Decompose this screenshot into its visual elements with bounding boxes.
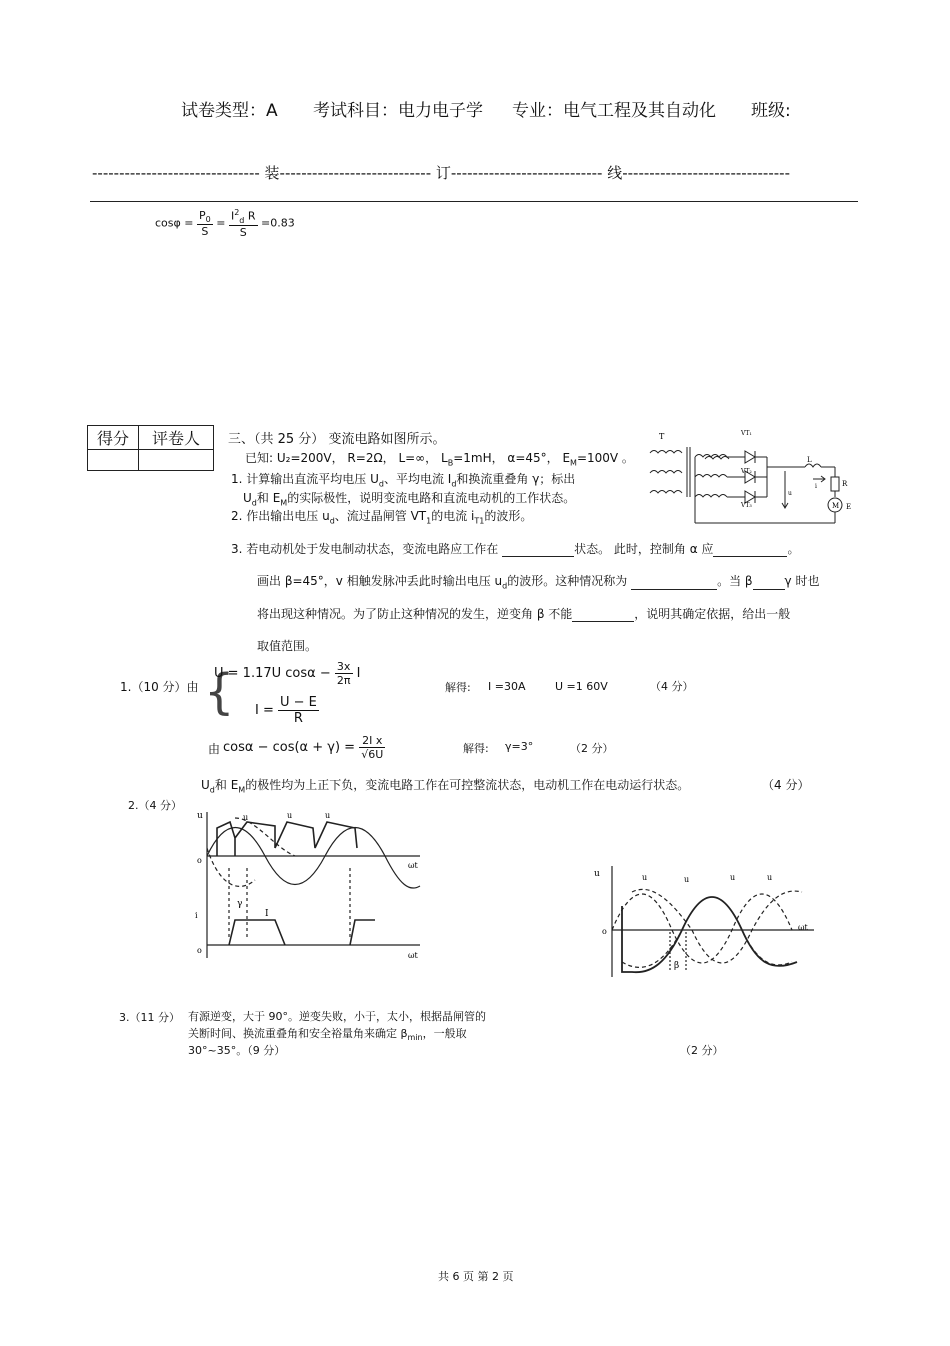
svg-text:ωt: ωt [408,951,418,960]
svg-text:o: o [602,927,607,936]
resistor-label: R [842,480,848,488]
answer3-line3: 30°~35°。（9 分） [188,1044,286,1057]
svg-text:u: u [642,873,648,882]
task-1: 1. 计算输出直流平均电压 $U_d$、平均电流 $I_d$和换流重叠角 γ；标出 [231,472,576,489]
answer2-label: 2.（4 分） [128,799,182,812]
task-3: 3. 若电动机处于发电制动状态，变流电路应工作在 状态。 此时，控制角 α 应 。 [231,542,800,556]
known-values: 已知: U₂=200V， R=2Ω， L=∞， $L_B=1mH$， α=45°， $E_M=100V$ 。 [245,451,634,468]
answer3-line2: 关断时间、换流重叠角和安全裕量角来确定 $\beta_{min}$，一般取 [188,1027,467,1043]
task-3-line2: 画出 β=45°，v 相触发脉冲丢此时输出电压 $u_d$的波形。这种情况称为 。当 β γ 时也 [257,574,820,591]
svg-text:i: i [195,911,198,920]
svg-text:I: I [265,909,269,919]
transformer-label: T [659,432,665,441]
id-equation: I = $\frac{U - E}{R}$ [255,695,317,726]
class-label: 班级: [751,101,791,121]
score-table [87,425,214,471]
ud-equation: U = 1.17U cosα − $\frac{3x}{2\pi}$ I [214,660,361,687]
answer-blank-2[interactable] [713,556,787,557]
ud-it1-waveform [195,808,425,963]
motor-label: M [832,502,840,510]
divider [90,201,858,202]
result-id: I =30A [488,680,526,693]
inversion-failure-waveform [592,862,817,980]
task-3-line4: 取值范围。 [257,639,318,653]
binding-line: ------------------------------- 装---------------------------- 订---------------------------- 线------------------------------- [92,164,790,182]
question-title: 三、（共 25 分） 变流电路如图所示。 [228,432,446,447]
grader-cell[interactable] [139,450,214,471]
page-footer: 共 6 页 第 2 页 [438,1270,514,1283]
svg-text:u: u [594,869,600,879]
score-header: 得分 [88,426,139,450]
svg-text:o: o [197,946,202,955]
major: 专业：电气工程及其自动化 [512,101,716,121]
vt2-label: VT₂ [741,468,752,475]
result2-label: 解得: [463,742,489,755]
svg-text:u: u [730,873,736,882]
converter-circuit-diagram [645,425,871,529]
score-3: （4 分） [762,778,810,792]
grader-header: 评卷人 [139,426,214,450]
polarity-statement: $U_d$和 $E_M$的极性均为上正下负，变流电路工作在可控整流状态，电动机工作在电动运行状态。 [201,778,690,795]
power-factor-formula: cosφ = $\frac{P_0}{S}$ = $\frac{I^2_d R}{S}$ =0.83 [155,208,295,239]
exam-subject: 考试科目：电力电子学 [313,101,483,121]
svg-text:γ: γ [237,899,243,909]
score-2: （2 分） [570,742,614,755]
answer1-label: 1.（10 分）由 [120,680,199,694]
overlap-equation: cosα − cos(α + γ) = $\frac{\text{2I x}}{√6U}$ [223,734,384,761]
paper-type: 试卷类型：A [181,101,278,121]
svg-text:u: u [243,813,249,822]
you-label: 由 [208,742,221,756]
svg-text:ωt: ωt [798,923,808,932]
task-2: 2. 作出输出电压 $u_d$、流过晶闸管 $VT_1$的电流 $i_{T1}$的波形。 [231,509,533,526]
id-label: i [815,483,817,490]
svg-text:ωt: ωt [408,861,418,870]
task-3-line3: 将出现这种情况。为了防止这种情况的发生，逆变角 β 不能 ，说明其确定依据，给出一般 [257,607,791,621]
vt1-label: VT₁ [741,430,752,437]
result-ud: U =1 60V [555,680,608,693]
svg-text:o: o [197,856,202,865]
vt3-label: VT₃ [741,502,752,509]
answer-blank-5[interactable] [572,621,634,622]
answer-blank-4[interactable] [753,589,785,590]
inductor-label: L [807,456,812,464]
score-1: （4 分） [650,680,694,693]
result-gamma: γ=3° [505,740,534,753]
answer-blank-1[interactable] [502,556,574,557]
answer-blank-3[interactable] [631,589,717,590]
score-cell[interactable] [88,450,139,471]
answer3-score-right: （2 分） [680,1044,724,1057]
answer3-label: 3.（11 分） [119,1011,180,1024]
svg-text:u: u [287,811,293,820]
svg-text:β: β [674,961,680,971]
em-label: E [846,503,852,511]
svg-text:u: u [325,811,331,820]
result1-label: 解得: [445,681,471,694]
svg-text:u: u [197,811,203,821]
task-1-cont: $U_d$和 $E_M$的实际极性，说明变流电路和直流电动机的工作状态。 [243,491,576,508]
answer3-line1: 有源逆变，大于 90°。逆变失败，小于，太小，根据晶闸管的 [188,1010,486,1023]
ud-label: u [788,490,792,497]
brace: { [204,664,235,720]
svg-text:u: u [684,875,690,884]
svg-text:u: u [767,873,773,882]
